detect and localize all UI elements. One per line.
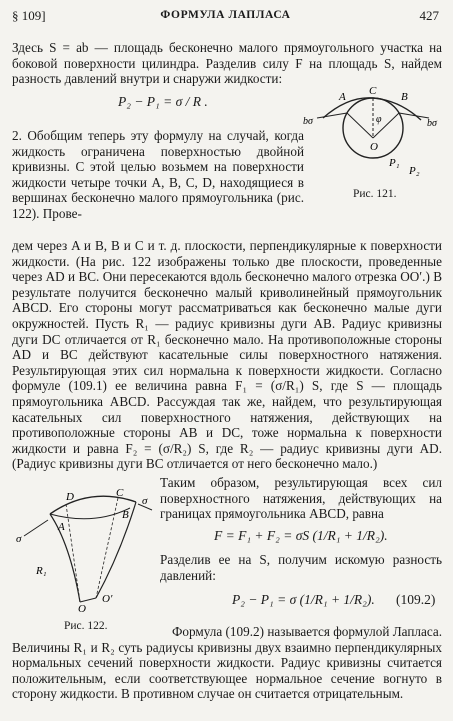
fig121-label-p1: P₁ — [389, 157, 400, 169]
paragraph-5: Разделив ее на S, получим искомую разность давлений: — [160, 552, 442, 583]
fig121-label-p2: P₂ — [409, 165, 420, 177]
fig121-label-bs-left: bσ — [303, 116, 313, 127]
fig121-label-b: B — [401, 91, 408, 103]
fig122-label-b: B — [122, 509, 129, 521]
fig121-label-phi: φ — [376, 114, 382, 125]
paragraph-2 — [12, 128, 304, 222]
fig122-label-c: C — [116, 487, 124, 499]
fig122-label-o-prime: O′ — [102, 593, 113, 605]
fig121-label-a: A — [339, 91, 346, 103]
figure-121 — [303, 86, 443, 196]
equation-1: P₂ − P₁ = σ / R . — [118, 94, 208, 109]
equation-2: F = F₁ + F₂ = σS (1/R₁ + 1/R₂). — [214, 528, 388, 543]
fig122-label-o: O — [78, 603, 86, 614]
fig122-label-sigma-right: σ — [142, 495, 148, 507]
fig122-label-d: D — [66, 491, 74, 503]
page-number: 427 — [419, 8, 439, 23]
paragraph-1: Здесь S = ab — площадь бесконечно малого прямоугольного участка на боковой поверхности цилиндра. Разделив силу F на площадь S, найдем разность давлений внутри и снаружи жидкости: — [12, 40, 442, 87]
fig122-label-r1: R₁ — [36, 565, 47, 577]
fig121-label-c: C — [369, 86, 377, 97]
paragraph-2-text: 2. Обобщим теперь эту формулу на случай, когда жидкость ограничена поверхностью двойной кривизны. С этой целью возьмем на поверхности жидкости четыре точки A, B, C, D, находящиеся в вершинах бесконечно малого прямоугольника (рис. 122). Прове- — [12, 128, 304, 221]
figure-122 — [10, 474, 155, 614]
equation-3: P₂ − P₁ = σ (1/R₁ + 1/R₂). — [232, 592, 375, 607]
fig122-label-sigma-left: σ — [16, 533, 22, 545]
paragraph-6: Формула (109.2) называется формулой Лапласа. Величины R₁ и R₂ суть радиусы кривизны двух взаимно перпендикулярных нормальных сечений поверхности жидкости. Радиус кривизны считается положительным, если соответствующее нормальное сечение вогнуто в сторону жидкости. В противном случае он считается отрицательным. — [12, 624, 442, 702]
page-header — [12, 8, 439, 28]
figure-121-caption: Рис. 121. — [353, 188, 397, 200]
section-ref: § 109] — [12, 8, 46, 23]
fig121-label-bs-right: bσ — [427, 118, 437, 129]
paragraph-4: Таким образом, результирующая всех сил поверхностного натяжения, действующих на границах прямоугольника ABCD, равна — [160, 475, 442, 522]
fig122-label-a: A — [58, 521, 65, 533]
paragraph-3: дем через A и B, B и C и т. д. плоскости, перпендикулярные к поверхности жидкости. (На рис. 122 изображены только две плоскости, проведенные через AD и BC. Они пересекаются вдоль бесконечно малого отрезка OO′.) В результате получится бесконечно малый криволинейный прямоугольник ABCD. Его стороны могут рассматриваться как бесконечно малые дуги окружностей. Пусть R₁ — радиус кривизны дуги AB. Радиус кривизны дуги DC отличается от R₁ бесконечно мало. На противоположные стороны AD и BC действуют касательные силы поверхностного натяжения. Результирующая этих сил нормальна к поверхности жидкости. Согласно формуле (109.1) ее величина равна F₁ = (σ/R₁) S, где S — площадь прямоугольника ABCD. Рассуждая так же, найдем, что результирующая касательных сил поверхностного натяжения, действующих на противоположные стороны AB и DC, тоже нормальна к поверхности жидкости и равна F₂ = (σ/R₂) S, где R₂ — радиус кривизны дуги AD. (Радиус кривизны дуги BC отличается от него бесконечно мало.) — [12, 238, 442, 472]
fig121-label-o: O — [370, 141, 378, 153]
running-title: ФОРМУЛА ЛАПЛАСА — [160, 9, 291, 21]
equation-3-number: (109.2) — [396, 592, 436, 607]
figure-122-caption: Рис. 122. — [64, 620, 108, 632]
